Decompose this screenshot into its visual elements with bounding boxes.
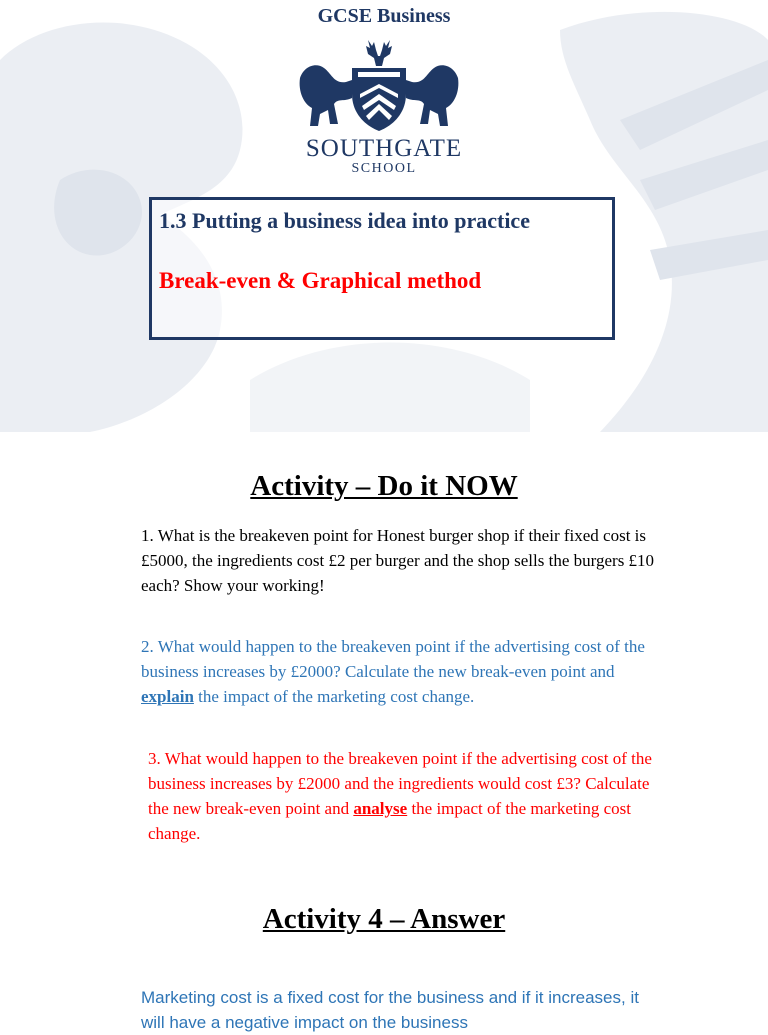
question-2-text: 2. What would happen to the breakeven point if the advertising cost of the business increases by £2000? Calculate the new break-even point and (141, 637, 645, 681)
answer-text: Marketing cost is a fixed cost for the business and if it increases, it will have a negative impact on the business (141, 988, 639, 1032)
question-2-text-end: the impact of the marketing cost change. (193, 687, 475, 706)
school-subtitle: SCHOOL (351, 161, 417, 176)
header-band (0, 0, 768, 432)
activity-heading: Activity – Do it NOW (250, 470, 518, 502)
question-3-text: 3. What would happen to the breakeven point if the advertising cost of the business increases by £2000 and the ingredients would cost £3? Calculate the new break-even point and (148, 749, 652, 818)
question-3-keyword: analyse (353, 799, 408, 818)
topic-box (149, 197, 615, 340)
school-name: SOUTHGATE (305, 135, 463, 162)
question-3 (148, 746, 668, 846)
question-2-keyword: explain (141, 687, 194, 706)
course-title: GCSE Business (317, 5, 451, 27)
topic-title: 1.3 Putting a business idea into practice (159, 208, 530, 233)
answer-heading: Activity 4 – Answer (262, 903, 506, 935)
question-1: 1. What is the breakeven point for Honest burger shop if their fixed cost is £5000, the ingredients cost £2 per burger and the shop sells the burgers £10 each? Show your working! (141, 526, 655, 595)
question-3-text-end: the impact of the marketing cost change. (148, 799, 631, 843)
topic-subtitle: Break-even & Graphical method (159, 268, 482, 293)
school-crest-logo (294, 36, 464, 132)
question-2 (141, 634, 661, 709)
